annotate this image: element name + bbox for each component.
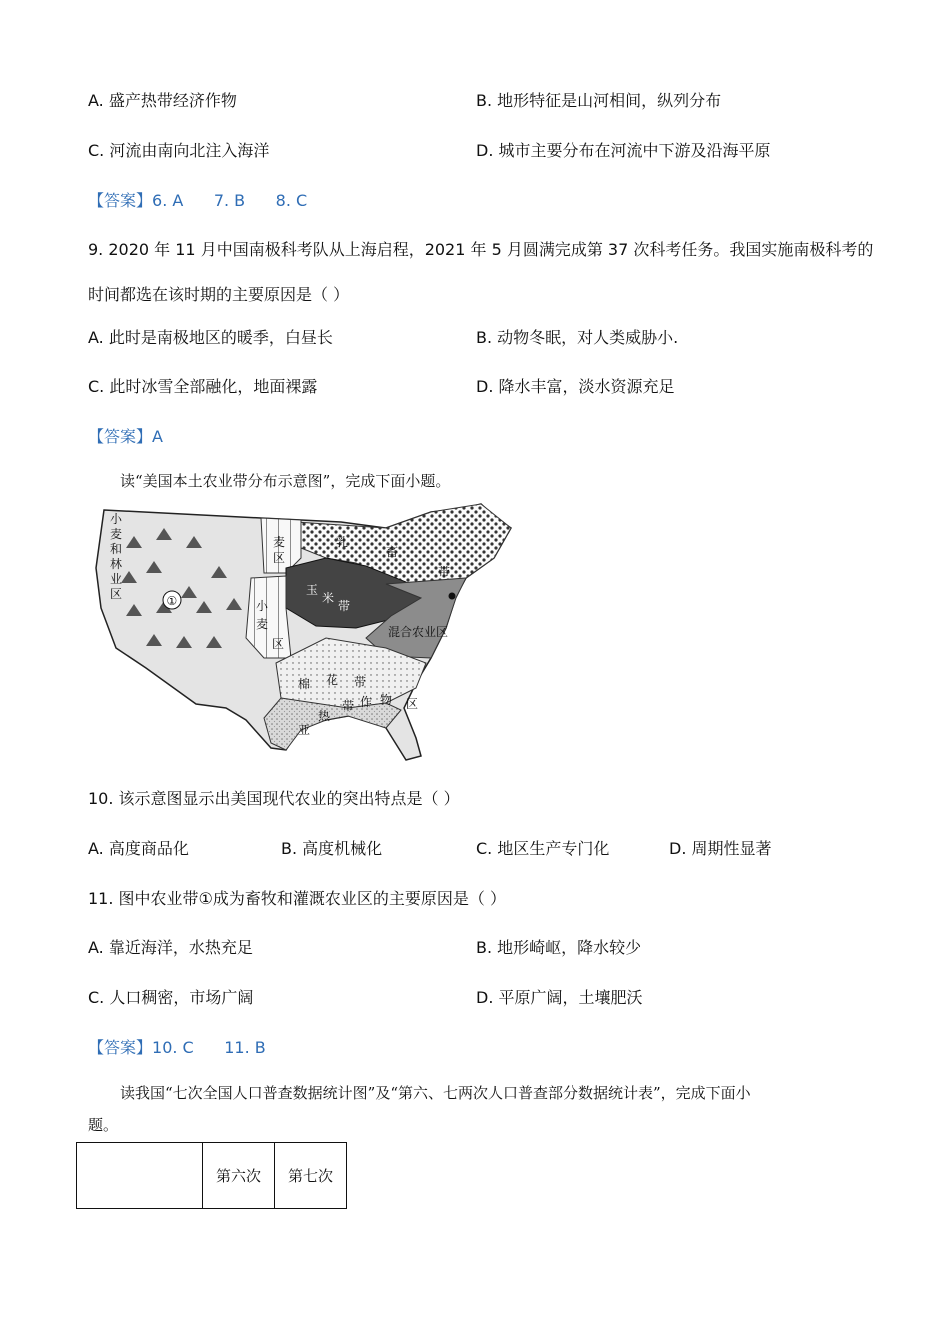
svg-text:花: 花 [326, 673, 339, 687]
svg-text:区: 区 [110, 587, 123, 601]
answer-tag: 【答案】 [88, 191, 153, 210]
option-10c: C. 地区生产专门化 [476, 839, 610, 858]
svg-text:带: 带 [354, 675, 367, 689]
option-11a: A. 靠近海洋，水热充足 [88, 938, 253, 957]
winter-wheat-area [246, 576, 291, 658]
svg-text:小: 小 [256, 599, 269, 613]
region-one-label: ① [166, 594, 178, 608]
option-10b: B. 高度机械化 [281, 839, 383, 858]
table-header-cell [77, 1143, 203, 1209]
mixed-farming-label: 混合农业区 [388, 625, 449, 639]
census-table [76, 1142, 347, 1209]
svg-text:作: 作 [360, 695, 373, 709]
table-header-cell: 第六次 [203, 1143, 275, 1209]
svg-text:麦: 麦 [110, 527, 123, 541]
option-9b: B. 动物冬眠，对人类威胁小. [476, 328, 679, 347]
census-intro-line1: 读我国“七次全国人口普查数据统计图”及“第六、七两次人口普查部分数据统计表”，完成下面小 [120, 1084, 751, 1102]
option-10d: D. 周期性显著 [669, 839, 772, 858]
option-8b: B. 地形特征是山河相间，纵列分布 [476, 91, 722, 110]
table-header-cell: 第七次 [275, 1143, 347, 1209]
option-11d: D. 平原广阔，土壤肥沃 [476, 988, 643, 1007]
svg-text:和: 和 [110, 542, 123, 556]
answer-9 [88, 424, 163, 447]
svg-text:玉: 玉 [306, 583, 319, 597]
answer-6-8 [88, 188, 307, 211]
svg-text:业: 业 [110, 572, 123, 586]
wheat-forest-label [110, 512, 123, 601]
option-9a: A. 此时是南极地区的暖季，白昼长 [88, 328, 333, 347]
svg-text:带: 带 [338, 599, 351, 613]
svg-text:林: 林 [110, 557, 123, 571]
svg-text:乳: 乳 [336, 535, 349, 549]
svg-text:亚: 亚 [298, 723, 311, 737]
question-11: 11. 图中农业带①成为畜牧和灌溉农业区的主要原因是（ ） [88, 889, 506, 908]
census-intro-line2: 题。 [88, 1116, 119, 1134]
svg-text:带: 带 [342, 699, 355, 713]
option-10a: A. 高度商品化 [88, 839, 189, 858]
answer-10-11 [88, 1035, 266, 1058]
option-11c: C. 人口稠密，市场广阔 [88, 988, 254, 1007]
svg-text:米: 米 [322, 591, 335, 605]
option-8a: A. 盛产热带经济作物 [88, 91, 237, 110]
option-9c: C. 此时冰雪全部融化，地面裸露 [88, 377, 318, 396]
option-8d: D. 城市主要分布在河流中下游及沿海平原 [476, 141, 771, 160]
answer-text: 6. A 7. B 8. C [152, 191, 308, 210]
us-agriculture-belt-map [86, 498, 526, 766]
svg-text:畜: 畜 [386, 545, 399, 559]
svg-text:区: 区 [272, 637, 285, 651]
svg-text:区: 区 [406, 697, 419, 711]
answer-tag: 【答案】 [88, 1038, 153, 1057]
city-marker [449, 593, 456, 600]
question-10: 10. 该示意图显示出美国现代农业的突出特点是（ ） [88, 789, 460, 808]
table-header-row [77, 1143, 347, 1209]
svg-text:棉: 棉 [298, 677, 311, 691]
answer-tag: 【答案】 [88, 427, 153, 446]
option-9d: D. 降水丰富，淡水资源充足 [476, 377, 675, 396]
svg-text:麦: 麦 [256, 617, 269, 631]
question-9-line1: 9. 2020 年 11 月中国南极科考队从上海启程，2021 年 5 月圆满完成第 37 次科考任务。我国实施南极科考的 [88, 240, 874, 259]
svg-text:带: 带 [438, 565, 451, 579]
answer-text: A [152, 427, 163, 446]
svg-text:热: 热 [318, 709, 331, 723]
option-11b: B. 地形崎岖，降水较少 [476, 938, 642, 957]
option-8c: C. 河流由南向北注入海洋 [88, 141, 270, 160]
svg-text:麦: 麦 [273, 535, 286, 549]
question-9-line2: 时间都选在该时期的主要原因是（ ） [88, 285, 350, 304]
svg-text:物: 物 [380, 693, 393, 707]
answer-text: 10. C 11. B [152, 1038, 266, 1057]
map-intro: 读“美国本土农业带分布示意图”，完成下面小题。 [120, 472, 451, 490]
svg-text:小: 小 [110, 512, 123, 526]
svg-text:区: 区 [273, 551, 286, 565]
